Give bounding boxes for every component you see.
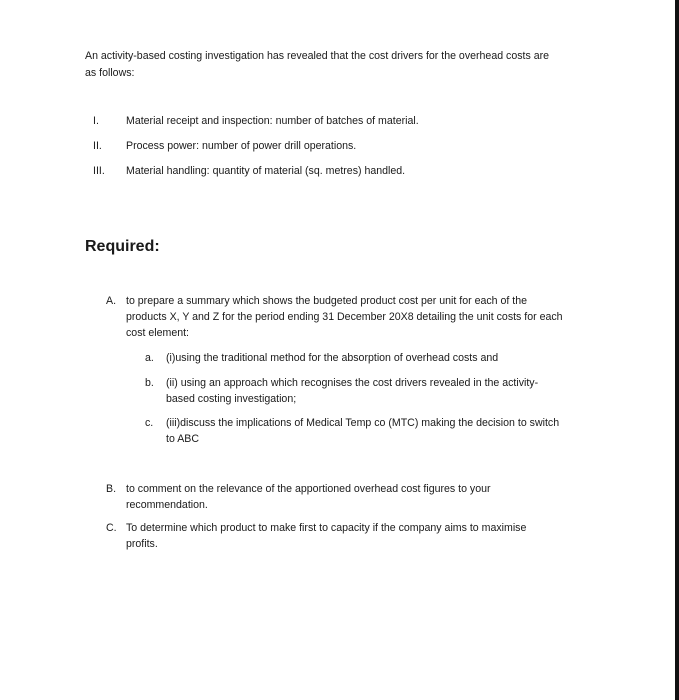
task-line: to prepare a summary which shows the budgeted product cost per unit for each of the	[126, 295, 528, 307]
subtask-line: to ABC	[166, 433, 199, 445]
list-marker: A.	[106, 295, 117, 307]
subtask-line: (ii) using an approach which recognises the cost drivers revealed in the activity-	[166, 377, 539, 389]
intro-line: as follows:	[85, 67, 135, 79]
list-marker: c.	[145, 417, 154, 429]
subtask-line: (iii)discuss the implications of Medical Temp co (MTC) making the decision to switch	[166, 417, 560, 429]
subtask-line: based costing investigation;	[166, 393, 297, 405]
task-line: cost element:	[126, 327, 190, 339]
intro-line: An activity-based costing investigation has revealed that the cost drivers for the overhead costs are	[85, 50, 550, 62]
task-line: recommendation.	[126, 499, 208, 511]
list-marker: b.	[145, 377, 154, 389]
task-line: products X, Y and Z for the period ending 31 December 20X8 detailing the unit costs for each	[126, 311, 563, 323]
task-text	[126, 481, 606, 513]
cost-driver-text: Process power: number of power drill operations.	[126, 140, 357, 152]
cost-driver-text: Material receipt and inspection: number of batches of material.	[126, 115, 419, 127]
subtask-text	[166, 350, 596, 366]
list-marker: III.	[93, 165, 105, 177]
page-edge	[675, 0, 679, 700]
required-heading: Required:	[85, 238, 160, 255]
task-line: profits.	[126, 538, 158, 550]
list-marker: II.	[93, 140, 102, 152]
task-text	[126, 520, 606, 552]
list-marker: B.	[106, 483, 117, 495]
list-marker: a.	[145, 352, 154, 364]
subtask-text	[166, 415, 596, 447]
task-line: to comment on the relevance of the apportioned overhead cost figures to your	[126, 483, 491, 495]
cost-driver-text: Material handling: quantity of material (sq. metres) handled.	[126, 165, 406, 177]
list-marker: C.	[106, 522, 117, 534]
intro-paragraph	[85, 48, 595, 82]
subtask-line: (i)using the traditional method for the absorption of overhead costs and	[166, 352, 499, 364]
task-text	[126, 293, 606, 341]
subtask-text	[166, 375, 596, 407]
task-line: To determine which product to make first to capacity if the company aims to maximise	[126, 522, 527, 534]
list-marker: I.	[93, 115, 99, 127]
